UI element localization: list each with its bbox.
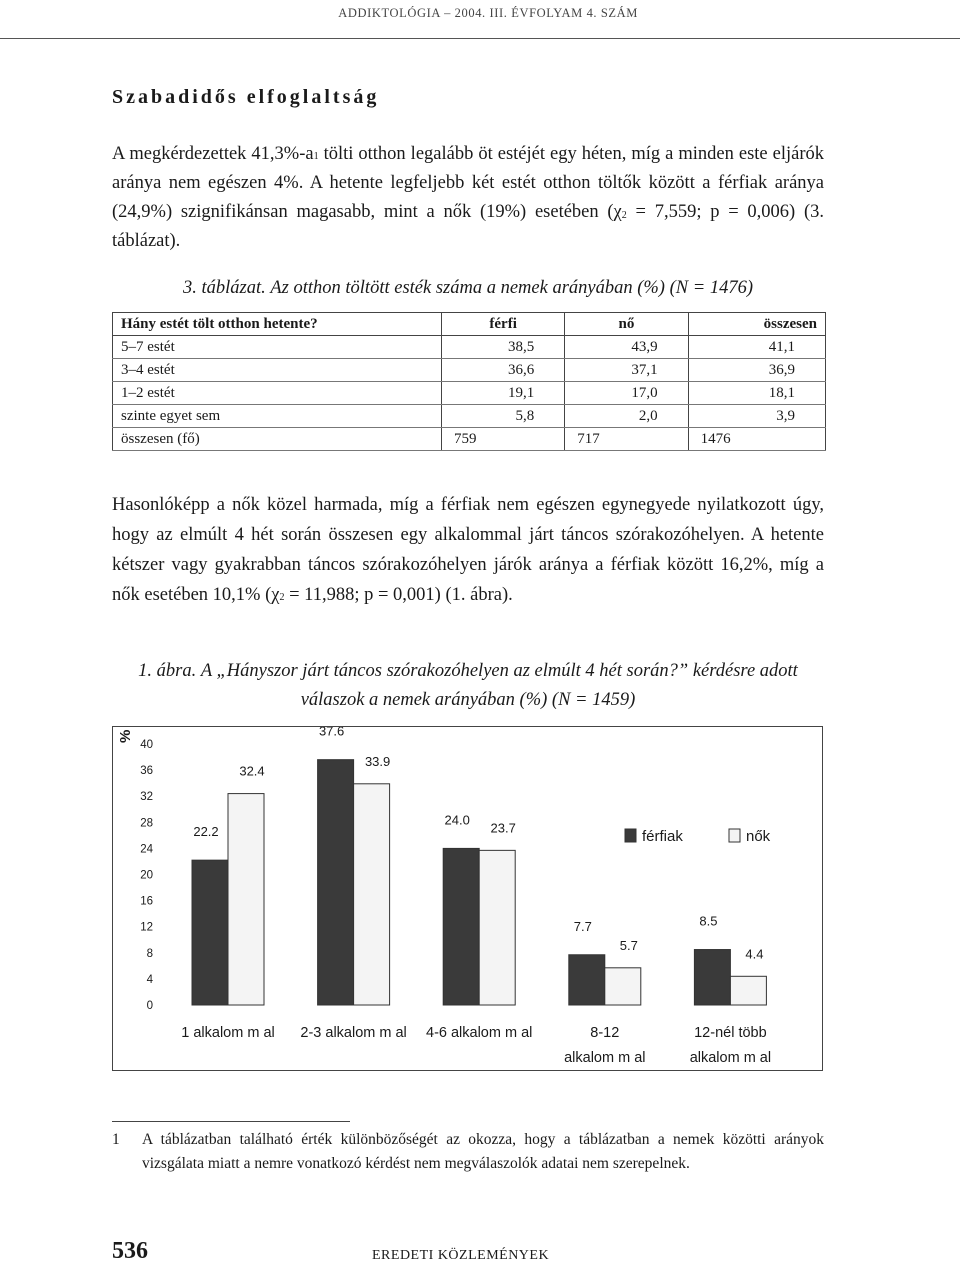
category-label: alkalom m al [564,1050,646,1066]
table-cell: 41,1 [688,336,825,359]
category-label: alkalom m al [689,1050,772,1066]
category-label: 4-6 alkalom m al [426,1025,533,1041]
chi-square-exponent: 2 [621,210,627,221]
paragraph-2-text-a: Hasonlóképp a nők közel harmada, míg a férfiak nem egészen egynegyede nyilatkozott úgy, hogy az elmúlt 4 hét során összesen egy alkalommal járt táncos szórakozóhelyen. A hetente kétszer vagy gyakrabban táncos szórakozóhelyen járók aránya a férfiak között 16,2%, míg a nők esetében 10,1% (χ [112,495,824,605]
data-label: 24.0 [444,812,470,828]
table-row [113,405,826,428]
legend-swatch-férfiak [625,829,636,842]
paragraph-1-text-c: = 7,559; p = 0,006) (3. táblázat). [112,202,824,251]
bar-férfiak-2 [318,760,354,1005]
table-cell: 3–4 estét [113,359,442,382]
paragraph-2-text-b: = 11,988; p = 0,001) (1. ábra). [284,585,513,605]
data-label: 8.5 [699,913,718,929]
data-label: 4.4 [745,946,764,962]
data-label: 33.9 [364,753,391,769]
y-tick-label: 32 [140,791,153,804]
table-cell: szinte egyet sem [113,405,442,428]
table-cell: 36,9 [688,359,825,382]
table-cell: 759 [442,428,565,451]
y-tick-label: 16 [140,895,153,908]
table-row [113,336,826,359]
table-header-row [113,313,826,336]
table-header-question: Hány estét tölt otthon hetente? [113,313,442,336]
table-cell: 36,6 [442,359,565,382]
footnote-ref: 1 [313,151,319,162]
table-cell: 37,1 [565,359,688,382]
y-tick-label: 28 [140,817,153,830]
page-number: 536 [112,1238,148,1264]
table-row [113,382,826,405]
bar-nők-4 [605,968,641,1005]
legend-label-férfiak: férfiak [642,828,683,845]
footnote-text: A táblázatban található érték különbözőségét az okozza, hogy a táblázatban a nemek közötti arányok vizsgálata miatt a nemre vonatkozó kérdést nem megválaszolók adatai nem szerepelnek. [142,1131,824,1172]
paragraph-1-text-a: A megkérdezettek 41,3%-a [112,144,314,164]
table-cell: 5,8 [442,405,565,428]
bar-férfiak-1 [192,860,228,1005]
footnote-number: 1 [112,1131,120,1148]
footnote-rule [112,1121,350,1122]
figure-1-chart [112,726,823,1071]
table-cell: 1–2 estét [113,382,442,405]
chi-square-exponent: 2 [279,592,285,603]
table-cell: összesen (fő) [113,428,442,451]
table-row [113,359,826,382]
data-label: 5.7 [619,937,638,953]
table-cell: 5–7 estét [113,336,442,359]
bar-nők-1 [228,794,264,1005]
category-label: 1 alkalom m al [181,1025,275,1041]
figure-1-caption [112,657,824,715]
bar-férfiak-4 [569,955,605,1005]
table-cell: 1476 [688,428,825,451]
table-header-female: nő [565,313,688,336]
table-header-total: összesen [688,313,825,336]
data-label: 22.2 [193,824,219,840]
table-cell: 2,0 [565,405,688,428]
table-3-caption [112,274,824,303]
table-3-caption-label: 3. táblázat. [183,278,266,298]
paragraph-2 [112,490,824,610]
y-tick-label: 4 [146,973,153,986]
y-tick-label: 0 [146,1000,153,1012]
table-cell: 38,5 [442,336,565,359]
bar-chart [113,727,824,1072]
y-tick-label: 24 [140,843,153,856]
y-tick-label: 40 [140,739,153,751]
journal-section: EREDETI KÖZLEMÉNYEK [372,1248,550,1263]
table-cell: 19,1 [442,382,565,405]
header-rule [0,38,960,39]
paragraph-1-text-b: tölti otthon legalább öt estéjét egy héten, míg a minden este eljárók aránya nem egészen 4%. A hetente legfeljebb két estét otthon töltők között a férfiak aránya (24,9%) szignifikánsan magasabb, mint a nők (19%) esetében (χ [112,144,824,222]
bar-nők-5 [730,976,766,1005]
y-tick-label: 12 [140,921,153,934]
section-title: Szabadidős elfoglaltság [112,86,380,108]
bar-férfiak-3 [443,848,479,1005]
table-total-row [113,428,826,451]
data-label: 23.7 [490,820,516,836]
bar-nők-2 [354,784,390,1005]
table-cell: 43,9 [565,336,688,359]
table-cell: 3,9 [688,405,825,428]
figure-1-caption-label: 1. ábra. [138,661,197,681]
table-3-caption-text: Az otthon töltött esték száma a nemek arányában (%) (N = 1476) [270,278,753,298]
data-label: 7.7 [573,918,592,934]
table-3 [112,312,826,451]
table-cell: 17,0 [565,382,688,405]
paragraph-1 [112,140,824,256]
y-tick-label: 36 [140,765,153,778]
y-axis-label: % [117,729,134,743]
data-label: 32.4 [239,763,265,779]
legend-swatch-nők [729,829,740,842]
legend-label-nők: nők [746,828,771,845]
y-tick-label: 20 [140,869,153,882]
table-header-male: férfi [442,313,565,336]
data-label: 37.6 [318,727,345,739]
y-tick-label: 8 [146,947,153,960]
figure-1-caption-text: A „Hányszor járt táncos szórakozóhelyen az elmúlt 4 hét során?” kérdésre adott válaszok a nemek arányában (%) (N = 1459) [200,661,798,710]
bar-férfiak-5 [694,950,730,1005]
bar-nők-3 [479,850,515,1005]
category-label: 2-3 alkalom m al [300,1025,407,1041]
footnote [112,1128,824,1176]
table-cell: 18,1 [688,382,825,405]
category-label: 12-nél több [694,1025,767,1041]
running-header: ADDIKTOLÓGIA – 2004. III. ÉVFOLYAM 4. SZÁM [338,6,638,20]
category-label: 8-12 [590,1025,620,1041]
table-cell: 717 [565,428,688,451]
